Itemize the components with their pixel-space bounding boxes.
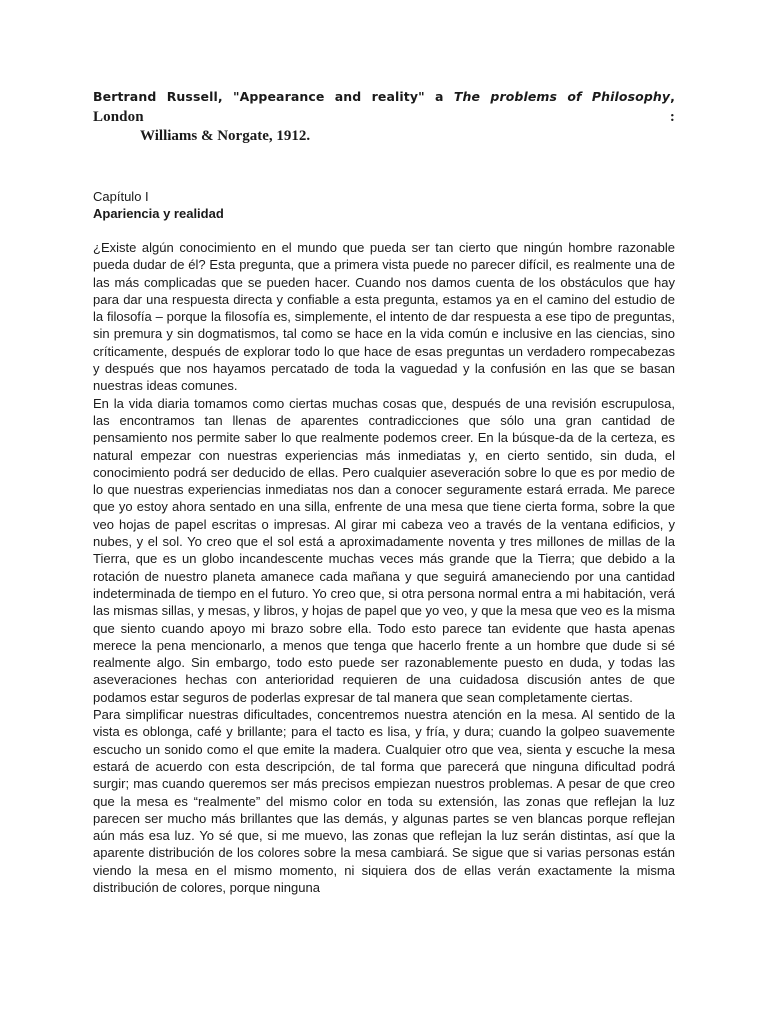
citation-author: Bertrand Russell, "Appearance and reality" a [93,89,454,104]
document-page [93,87,675,896]
citation-comma: , [670,89,675,104]
citation-book-title: The problems of Philosophy [453,89,671,104]
chapter-title: Apariencia y realidad [93,206,224,221]
paragraph-3: Para simplificar nuestras dificultades, concentremos nuestra atención en la mesa. Al sentido de la vista es oblonga, café y brillante; para el tacto es lisa, y fría, y dura; cuando la golpeo suavemente escucho un sonido como el que emite la madera. Cualquier otro que vea, sienta y escuche la mesa estará de acuerdo con esta descripción, de tal forma que parecerá que ninguna dificultad podrá surgir; mas cuando queremos ser más precisos empiezan nuestros problemas. A pesar de que creo que la mesa es “realmente” del mismo color en toda su extensión, las zonas que reflejan la luz parecen ser mucho más brillantes que las demás, y algunas partes se ven blancas porque reflejan aún más esa luz. Yo sé que, si me muevo, las zonas que reflejan la luz serán distintas, así que la aparente distribución de los colores sobre la mesa cambiará. Se sigue que si varias personas están viendo la mesa en el mismo momento, ni siquiera dos de ellas verán exactamente la misma distribución de colores, porque ninguna [93,707,675,895]
body-text [93,239,675,896]
paragraph-1: ¿Existe algún conocimiento en el mundo que pueda ser tan cierto que ningún hombre razonable pueda dudar de él? Esta pregunta, que a primera vista puede no parecer difícil, es realmente una de las más complicadas que se pueden hacer. Cuando nos damos cuenta de los obstáculos que hay para dar una respuesta directa y confiable a esta pregunta, estamos ya en el camino del estudio de la filosofía – porque la filosofía es, simplemente, el intento de dar respuesta a ese tipo de preguntas, sin premura y sin dogmatismos, tal como se hace en la vida común e inclusive en las ciencias, sino críticamente, después de explorar todo lo que hace de esas preguntas un verdadero rompecabezas y después que nos hayamos percatado de toda la vaguedad y la confusión en las que se basan nuestras ideas comunes. [93,240,675,394]
citation-publisher: Williams & Norgate, 1912. [140,128,311,144]
citation-place: London : [93,109,675,125]
paragraph-2: En la vida diaria tomamos como ciertas muchas cosas que, después de una revisión escrupulosa, las encontramos tan llenas de aparentes contradicciones que sólo una gran cantidad de pensamiento nos permite saber lo que realmente podemos creer. En la búsque-da de la certeza, es natural empezar con nuestras experiencias más inmediatas y, en cierto sentido, sin duda, el conocimiento podrá ser deducido de ellas. Pero cualquier aseveración sobre lo que es por medio de lo que nuestras experiencias inmediatas nos dan a conocer seguramente estará errada. Me parece que yo estoy ahora sentado en una silla, enfrente de una mesa que tiene cierta forma, sobre la que veo hojas de papel escritas o impresas. Al girar mi cabeza veo a través de la ventana edificios, y nubes, y el sol. Yo creo que el sol está a aproximadamente noventa y tres millones de millas de la Tierra, que es un globo incandescente muchas veces más grande que la Tierra; que debido a la rotación de nuestro planeta amanece cada mañana y que seguirá amaneciendo por una cantidad indeterminada de tiempo en el futuro. Yo creo que, si otra persona normal entra a mi habitación, verá las mismas sillas, y mesas, y libros, y hojas de papel que yo veo, y que la mesa que veo es la misma que siento cuando apoyo mi brazo sobre ella. Todo esto parece tan evidente que hasta apenas merece la pena mencionarlo, a menos que tenga que hacerlo frente a un hombre que dude si sé realmente algo. Sin embargo, todo esto puede ser razonablemente puesto en duda, y todas las aseveraciones hechas con anterioridad requieren de una cuidadosa discusión antes de que podamos estar seguros de poderlas expresar de tal manera que sean completamente ciertas. [93,395,675,705]
citation-line-1 [93,87,675,127]
chapter-number: Capítulo I [93,189,149,204]
